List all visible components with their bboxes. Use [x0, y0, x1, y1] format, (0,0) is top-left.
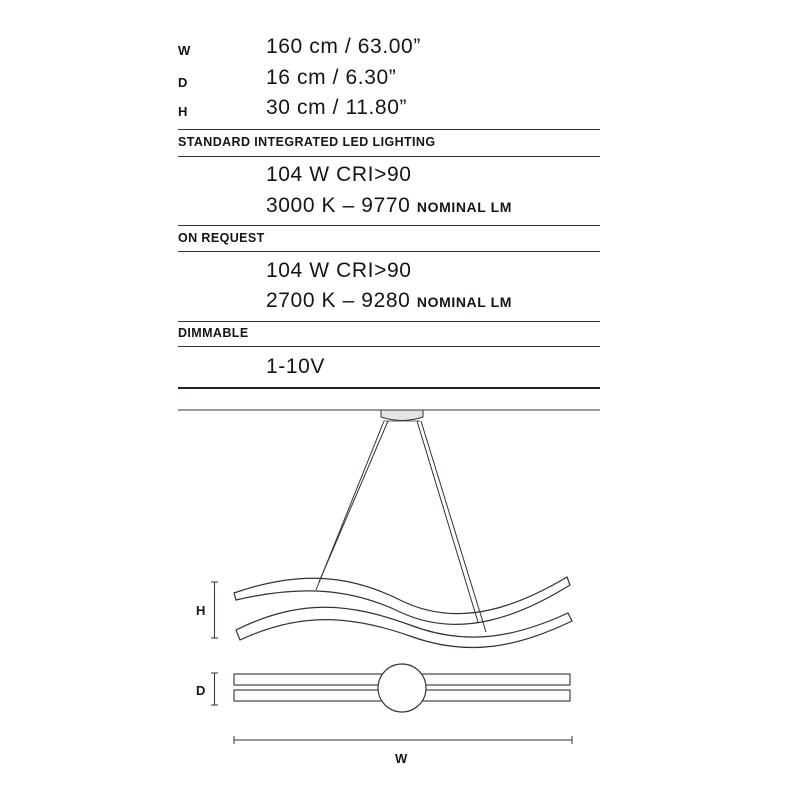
section-heading-on-request: ON REQUEST	[178, 231, 265, 245]
dim-key-w: W	[178, 43, 191, 58]
upper-wave-arm	[234, 577, 570, 624]
dim-value-d: 16 cm / 6.30”	[266, 66, 397, 89]
on-request-output-unit: NOMINAL LM	[416, 294, 513, 310]
section-heading-standard: STANDARD INTEGRATED LED LIGHTING	[178, 135, 436, 149]
section-heading-dimmable: DIMMABLE	[178, 326, 249, 340]
width-label: W	[395, 751, 408, 766]
depth-label: D	[196, 683, 206, 698]
height-label: H	[196, 603, 206, 618]
dim-key-d: D	[178, 75, 188, 90]
suspension-cable	[417, 421, 478, 622]
standard-output-unit: NOMINAL LM	[416, 199, 513, 215]
on-request-output-value: 2700 K – 9280	[266, 289, 411, 312]
top-view-canopy	[378, 664, 426, 712]
suspension-cable	[316, 421, 384, 590]
canopy	[381, 410, 423, 421]
dimmable-value: 1-10V	[266, 355, 326, 378]
standard-output-value: 3000 K – 9770	[266, 194, 411, 217]
standard-power: 104 W CRI>90	[266, 163, 412, 186]
dim-value-h: 30 cm / 11.80”	[266, 96, 408, 119]
dim-key-h: H	[178, 104, 188, 119]
dim-value-w: 160 cm / 63.00”	[266, 35, 421, 58]
suspension-cable	[421, 421, 486, 632]
on-request-power: 104 W CRI>90	[266, 259, 412, 282]
